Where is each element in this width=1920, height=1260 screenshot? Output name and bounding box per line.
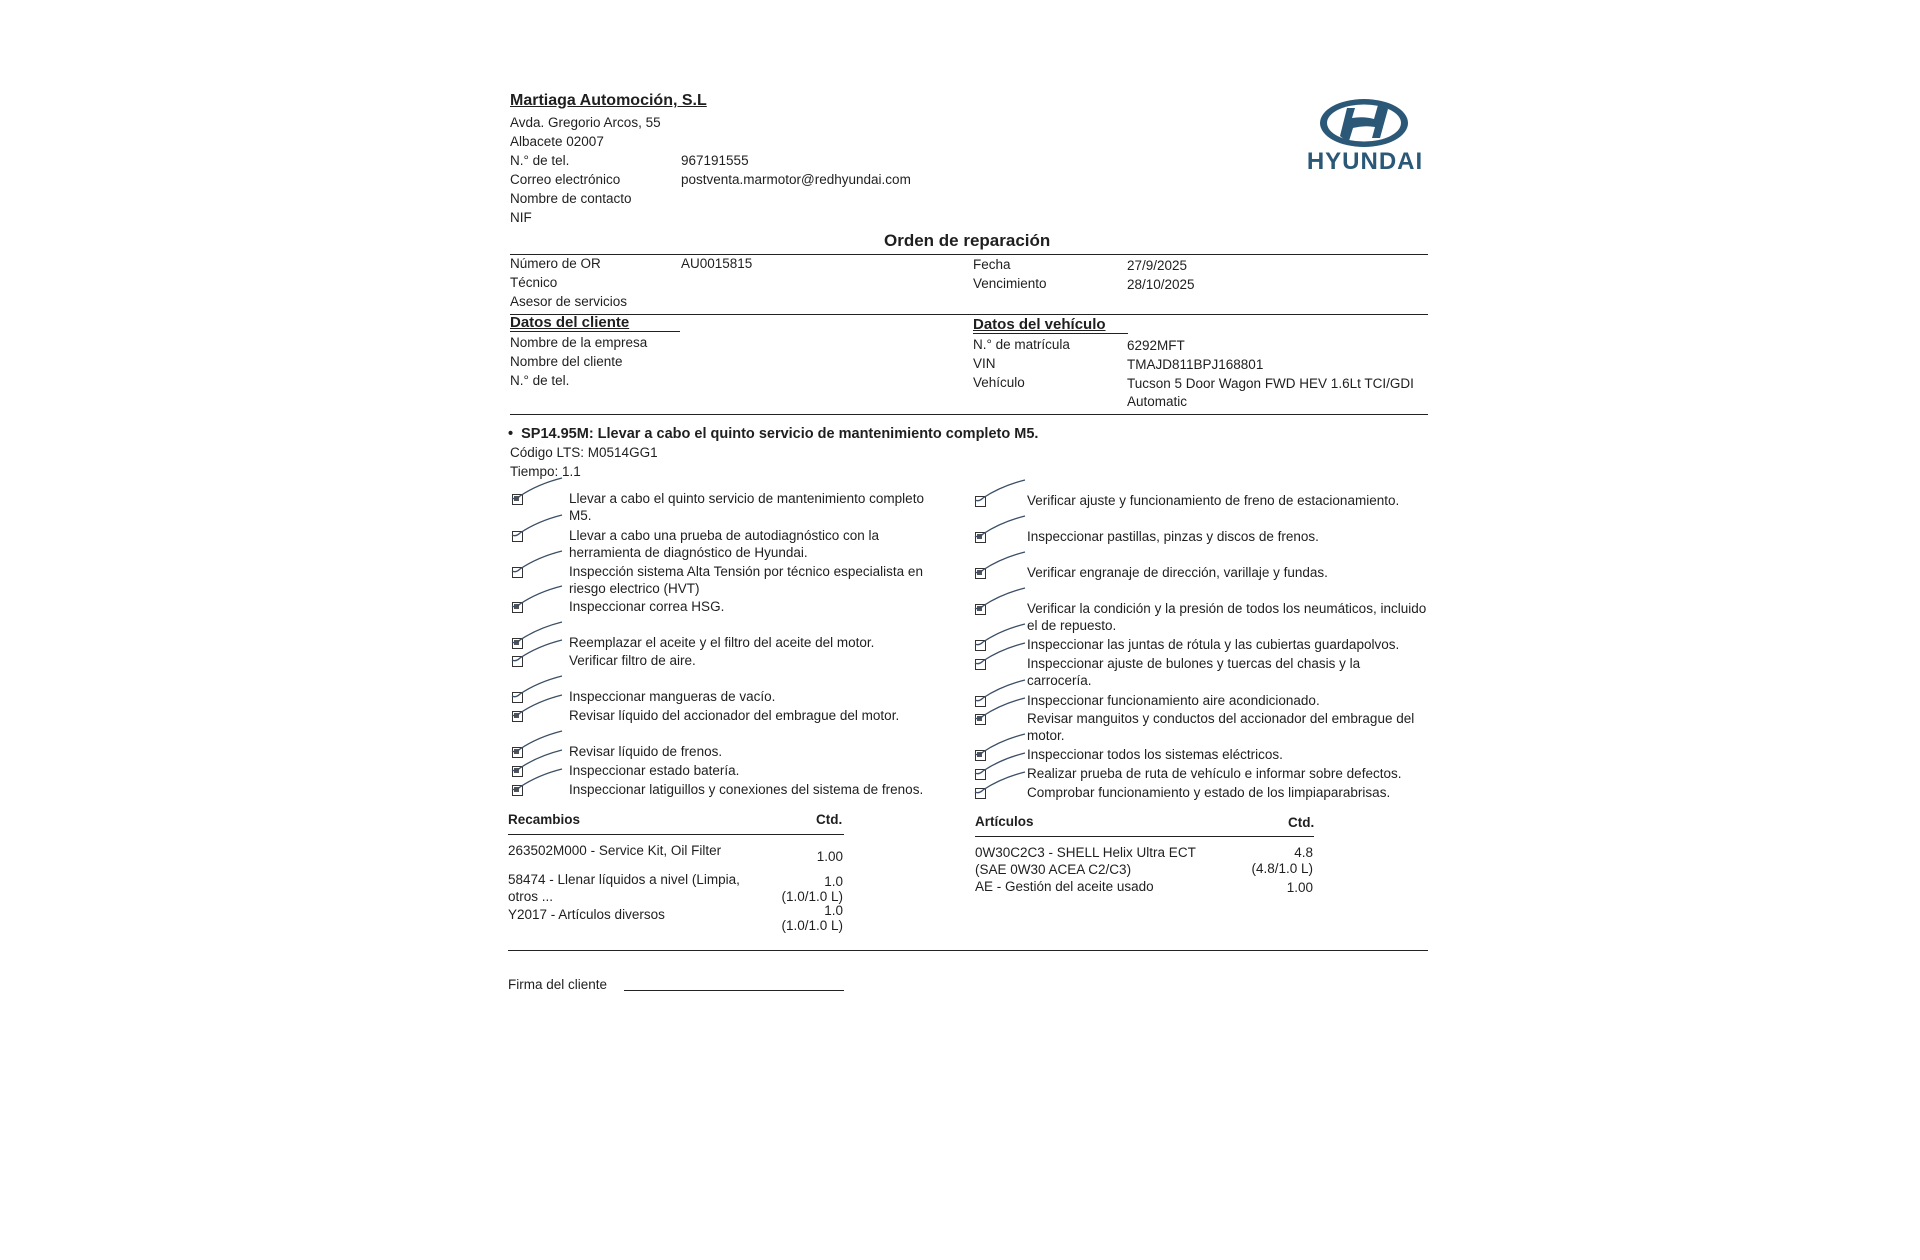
task-checkbox[interactable]: [975, 568, 986, 579]
right-task-text: Comprobar funcionamiento y estado de los limpiaparabrisas.: [1027, 785, 1391, 800]
task-checkbox[interactable]: [975, 532, 986, 543]
model-value-line2: Automatic: [1127, 394, 1188, 409]
company-address-line1: Avda. Gregorio Arcos, 55: [510, 115, 661, 130]
parts-qty-heading: Ctd.: [816, 812, 843, 827]
left-task-text: Inspección sistema Alta Tensión por técnico especialista en riesgo electrico (HVT): [569, 564, 923, 596]
left-task-text: Inspeccionar mangueras de vacío.: [569, 689, 776, 704]
service-title: [508, 426, 1038, 442]
company-email-label: Correo electrónico: [510, 172, 621, 187]
task-checkbox[interactable]: [975, 696, 986, 707]
order-title: Orden de reparación: [884, 231, 1051, 250]
right-task-text: Inspeccionar todos los sistemas eléctricos.: [1027, 747, 1283, 762]
task-checkbox[interactable]: [975, 769, 986, 780]
left-task-text: Reemplazar el aceite y el filtro del aceite del motor.: [569, 635, 875, 650]
vehicle-heading: Datos del vehículo: [973, 316, 1106, 333]
articles-row-qty: 1.00: [1286, 880, 1313, 895]
parts-row-qty: 1.0: [824, 874, 843, 889]
date-value: 27/9/2025: [1127, 258, 1188, 273]
divider: [973, 333, 1128, 334]
right-task-text: Verificar la condición y la presión de todos los neumáticos, incluido el de repuesto.: [1027, 601, 1427, 633]
signature-line[interactable]: [624, 990, 844, 991]
company-phone-value: 967191555: [681, 153, 749, 168]
model-value-line1: Tucson 5 Door Wagon FWD HEV 1.6Lt TCI/GDI: [1127, 376, 1414, 391]
task-checkbox[interactable]: [512, 766, 523, 777]
task-checkbox[interactable]: [512, 747, 523, 758]
customer-heading: Datos del cliente: [510, 314, 630, 331]
task-checkbox[interactable]: [512, 711, 523, 722]
task-checkbox[interactable]: [512, 494, 523, 505]
bullet: •: [508, 426, 514, 442]
company-email-value: postventa.marmotor@redhyundai.com: [681, 172, 911, 187]
company-nif-label: NIF: [510, 210, 532, 225]
customer-name-label: Nombre del cliente: [510, 354, 623, 369]
task-checkbox[interactable]: [975, 750, 986, 761]
parts-heading: Recambios: [508, 812, 581, 827]
parts-row-desc: Y2017 - Artículos diversos: [508, 907, 665, 922]
right-task-text: Realizar prueba de ruta de vehículo e informar sobre defectos.: [1027, 766, 1402, 781]
left-task-text: Revisar líquido del accionador del embrague del motor.: [569, 708, 900, 723]
due-label: Vencimiento: [973, 276, 1047, 291]
right-task-text: Revisar manguitos y conductos del accionador del embrague del motor.: [1027, 711, 1415, 743]
right-task-text: Inspeccionar las juntas de rótula y las cubiertas guardapolvos.: [1027, 637, 1400, 652]
task-checkbox[interactable]: [975, 714, 986, 725]
articles-heading: Artículos: [975, 814, 1034, 829]
left-task-text: Inspeccionar correa HSG.: [569, 599, 725, 614]
divider: [510, 414, 1428, 415]
service-title-text: SP14.95M: Llevar a cabo el quinto servicio de mantenimiento completo M5.: [521, 426, 1039, 442]
parts-row-desc: 263502M000 - Service Kit, Oil Filter: [508, 843, 722, 858]
task-checkbox[interactable]: [512, 531, 523, 542]
company-phone-label: N.° de tel.: [510, 153, 570, 168]
company-address-line2: Albacete 02007: [510, 134, 604, 149]
right-task-text: Inspeccionar funcionamiento aire acondicionado.: [1027, 693, 1320, 708]
left-task-text: Inspeccionar estado batería.: [569, 763, 740, 778]
task-checkbox[interactable]: [512, 785, 523, 796]
task-checkbox[interactable]: [512, 692, 523, 703]
task-checkbox[interactable]: [975, 640, 986, 651]
customer-phone-label: N.° de tel.: [510, 373, 570, 388]
hyundai-logo: [1300, 96, 1430, 178]
left-task-text: Verificar filtro de aire.: [569, 653, 696, 668]
right-task-text: Inspeccionar pastillas, pinzas y discos de frenos.: [1027, 529, 1319, 544]
service-time: Tiempo: 1.1: [510, 464, 581, 479]
task-checkbox[interactable]: [975, 604, 986, 615]
parts-row-qty-detail: (1.0/1.0 L): [781, 918, 843, 933]
task-checkbox[interactable]: [512, 602, 523, 613]
right-task-text: Verificar engranaje de dirección, varillaje y fundas.: [1027, 565, 1328, 580]
due-value: 28/10/2025: [1127, 277, 1195, 292]
articles-row-desc: 0W30C2C3 - SHELL Helix Ultra ECT (SAE 0W30 ACEA C2/C3): [975, 845, 1196, 877]
divider: [975, 836, 1314, 837]
left-task-text: Inspeccionar latiguillos y conexiones del sistema de frenos.: [569, 782, 924, 797]
divider: [510, 314, 1428, 315]
order-number-value: AU0015815: [681, 256, 753, 271]
left-task-text: Llevar a cabo una prueba de autodiagnóstico con la herramienta de diagnóstico de Hyundai.: [569, 528, 879, 560]
plate-value: 6292MFT: [1127, 338, 1185, 353]
vin-label: VIN: [973, 356, 996, 371]
task-checkbox[interactable]: [512, 567, 523, 578]
divider: [508, 834, 844, 835]
task-checkbox[interactable]: [975, 788, 986, 799]
left-task-text: Llevar a cabo el quinto servicio de mantenimiento completo M5.: [569, 491, 924, 523]
lts-code: Código LTS: M0514GG1: [510, 445, 658, 460]
task-checkbox[interactable]: [512, 638, 523, 649]
divider: [508, 950, 1428, 951]
date-label: Fecha: [973, 257, 1011, 272]
parts-row-qty: 1.00: [816, 849, 843, 864]
company-contact-label: Nombre de contacto: [510, 191, 632, 206]
advisor-label: Asesor de servicios: [510, 294, 628, 309]
articles-qty-heading: Ctd.: [1288, 815, 1315, 830]
vin-value: TMAJD811BPJ168801: [1127, 357, 1264, 372]
parts-row-qty: 1.0: [824, 903, 843, 918]
articles-row-qty: 4.8: [1294, 845, 1313, 860]
task-checkbox[interactable]: [512, 656, 523, 667]
articles-row-qty-detail: (4.8/1.0 L): [1251, 861, 1313, 876]
articles-row-desc: AE - Gestión del aceite usado: [975, 879, 1154, 894]
signature-label: Firma del cliente: [508, 977, 608, 992]
divider: [510, 254, 1428, 255]
parts-row-desc: 58474 - Llenar líquidos a nivel (Limpia, otros ...: [508, 872, 740, 904]
left-task-text: Revisar líquido de frenos.: [569, 744, 723, 759]
right-task-text: Verificar ajuste y funcionamiento de freno de estacionamiento.: [1027, 493, 1400, 508]
task-checkbox[interactable]: [975, 496, 986, 507]
right-task-text: Inspeccionar ajuste de bulones y tuercas del chasis y la carrocería.: [1027, 656, 1361, 688]
model-label: Vehículo: [973, 375, 1025, 390]
order-number-label: Número de OR: [510, 256, 601, 271]
customer-company-label: Nombre de la empresa: [510, 335, 648, 350]
parts-row-qty-detail: (1.0/1.0 L): [781, 889, 843, 904]
hyundai-wordmark: HYUNDAI: [1306, 148, 1424, 175]
technician-label: Técnico: [510, 275, 558, 290]
task-checkbox[interactable]: [975, 659, 986, 670]
plate-label: N.° de matrícula: [973, 337, 1070, 352]
divider: [510, 331, 680, 332]
company-name: Martiaga Automoción, S.L: [510, 92, 707, 109]
